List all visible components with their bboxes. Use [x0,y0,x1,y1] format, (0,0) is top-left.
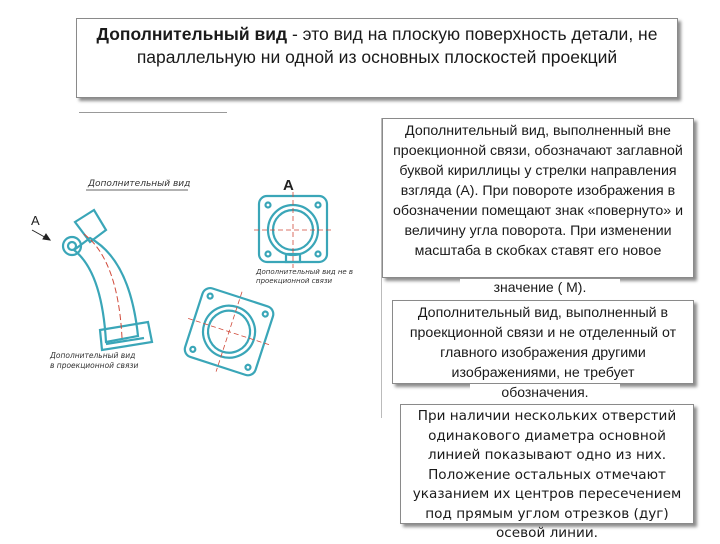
caption-bottom-left: Дополнительный вид в проекционной связи [50,351,139,370]
elbow-part [63,210,152,350]
elbow-axis [84,234,122,338]
note-1-tail: значение ( М). [460,279,620,295]
arrow-letter: А [31,213,40,228]
view-letter: А [283,177,294,194]
note-3-text: При наличии нескольких отверстий одинакового диаметра основной линией показывают одно из них. Положение остальных отмечают указанием их центров пересечением под прямым углом отрезков (дуг) осевой линии. [412,408,682,541]
title-term: Дополнительный вид [96,24,288,44]
title-box [76,18,678,98]
note-1-text: Дополнительный вид, выполненный вне проекционной связи, обозначают заглавной буквой кириллицы у стрелки направления взгляда (А). При повороте изображения в обозначении помещают знак «повернуто» и величину угла поворота. При изменении масштаба в скобках ставят его новое [392,123,684,259]
title-underline [79,112,227,113]
caption-middle-right: Дополнительный вид не в проекционной связи [256,268,354,285]
note-holes [400,404,694,541]
note-in-projection [392,300,694,384]
note-2-tail: обозначения. [470,384,620,400]
caption-top: Дополнительный вид [88,179,191,189]
title-text: - это вид на плоскую поверхность детали, не параллельную ни одной из основных плоскостей проекций [136,24,658,67]
note-2-text: Дополнительный вид, выполненный в проекционной связи и не отделенный от главного изображения другими изображениями, не требует [409,305,677,381]
technical-drawing [20,160,360,400]
view-arrow [32,230,50,240]
note-out-of-projection [382,118,694,278]
